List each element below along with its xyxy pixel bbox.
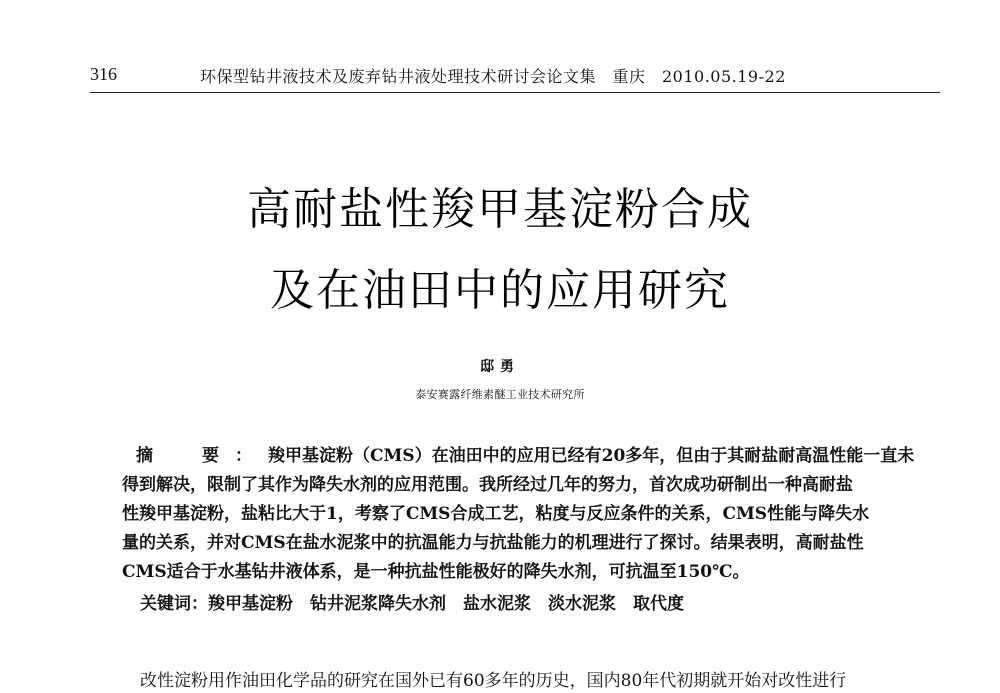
author-name: 邸勇 (480, 359, 520, 375)
abstract-line: 量的关系，并对CMS在盐水泥浆中的抗温能力与抗盐能力的机理进行了探讨。结果表明，高耐盐性 (122, 533, 864, 553)
page-number: 316 (90, 64, 117, 84)
author-affiliation: 泰安赛露纤维素醚工业技术研究所 (415, 388, 585, 401)
body-paragraph-line: 改性淀粉用作油田化学品的研究在国外已有60多年的历史，国内80年代初期就开始对改性进行 (140, 671, 847, 691)
abstract-line: 性羧甲基淀粉，盐粘比大于1，考察了CMS合成工艺，粘度与反应条件的关系，CMS性能与降失水 (122, 504, 870, 524)
keywords (140, 589, 684, 614)
abstract-label: 摘 要： (136, 446, 268, 466)
abstract-line: CMS适合于水基钻井液体系，是一种抗盐性能极好的降失水剂，可抗温至150℃。 (122, 562, 750, 582)
keywords-text: 羧甲基淀粉 钻井泥浆降失水剂 盐水泥浆 淡水泥浆 取代度 (208, 594, 684, 614)
abstract-line (122, 442, 922, 471)
paper-title-line-1: 高耐盐性羧甲基淀粉合成 (247, 184, 753, 235)
paper-title-line-2: 及在油田中的应用研究 (270, 265, 730, 316)
abstract-line: 得到解决，限制了其作为降失水剂的应用范围。我所经过几年的努力，首次成功研制出一种高耐盐 (122, 475, 853, 495)
keywords-label: 关键词： (140, 594, 208, 614)
abstract-text: 羧甲基淀粉（CMS）在油田中的应用已经有20多年，但由于其耐盐耐高温性能一直未 (268, 446, 915, 466)
abstract (122, 442, 922, 587)
running-header (90, 60, 940, 93)
running-title: 环保型钻井液技术及废弃钻井液处理技术研讨会论文集 重庆 2010.05.19-22 (200, 67, 786, 86)
